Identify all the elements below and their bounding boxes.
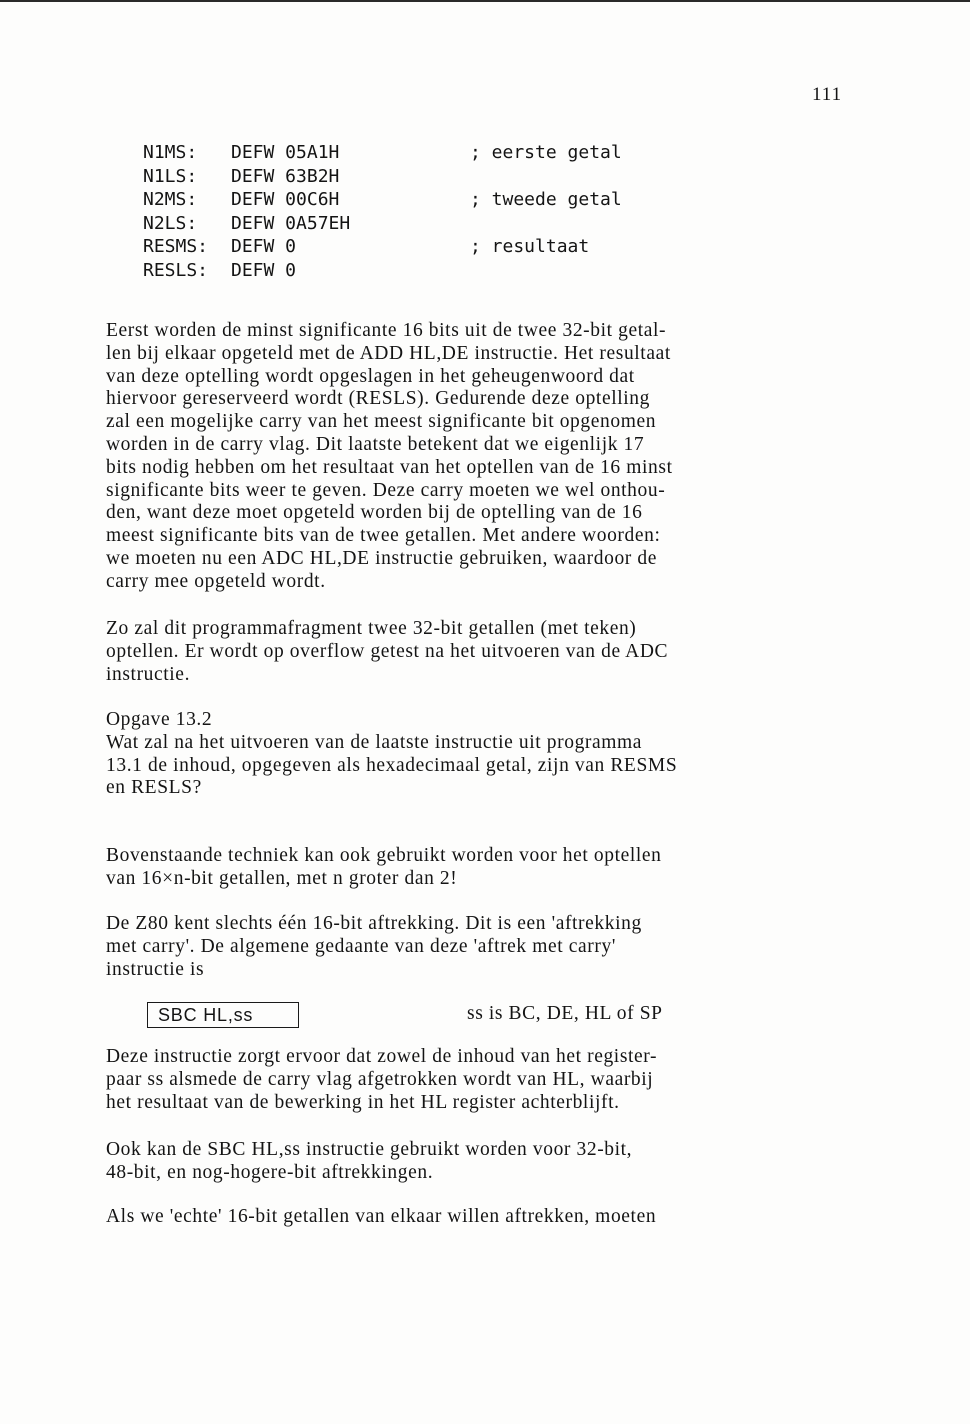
paragraph-technique (106, 845, 846, 891)
instruction-operand-note: ss is BC, DE, HL of SP (467, 1003, 663, 1024)
text-line: hiervoor gereserveerd wordt (RESLS). Gedurende deze optelling (106, 388, 650, 410)
text-line: significante bits weer te geven. Deze carry moeten we wel onthou- (106, 479, 666, 501)
text-line: Deze instructie zorgt ervoor dat zowel de inhoud van het register- (106, 1046, 658, 1067)
text-line: van deze optelling wordt opgeslagen in het geheugenwoord dat (106, 365, 635, 387)
code-listing (143, 141, 622, 283)
exercise-13-2 (106, 709, 846, 800)
text-line: het resultaat van de bewerking in het HL register achterblijft. (106, 1091, 620, 1113)
code-instruction: DEFW 63B2H (231, 165, 340, 187)
text-line: instructie. (106, 663, 191, 685)
code-label: N1MS: (143, 142, 198, 163)
page-number: 111 (812, 84, 843, 105)
text-line: instructie is (106, 958, 205, 980)
text-line: den, want deze moet opgeteld worden bij de optelling van de 16 (106, 502, 643, 524)
text-line: Eerst worden de minst significante 16 bits uit de twee 32-bit getal- (106, 320, 667, 341)
text-line: zal een mogelijke carry van het meest significante bit opgenomen (106, 411, 657, 433)
text-line: optellen. Er wordt op overflow getest na het uitvoeren van de ADC (106, 640, 669, 662)
code-comment: ; resultaat (470, 236, 590, 258)
text-line: en RESLS? (106, 777, 202, 799)
code-instruction: DEFW 05A1H (231, 142, 340, 163)
text-line: De Z80 kent slechts één 16-bit aftrekking. Dit is een 'aftrekking (106, 913, 642, 934)
text-line: Bovenstaande techniek kan ook gebruikt worden voor het optellen (106, 845, 662, 866)
paragraph-multibit (106, 1139, 846, 1185)
paragraph-sbc-explanation (106, 1046, 846, 1114)
text-line: paar ss alsmede de carry vlag afgetrokken wordt van HL, waarbij (106, 1068, 654, 1090)
code-label: N2LS: (143, 212, 198, 234)
code-line (143, 188, 622, 212)
code-line (143, 165, 340, 189)
text-line: 13.1 de inhoud, opgegeven als hexadecimaal getal, zijn van RESMS (106, 754, 678, 776)
code-label: RESLS: (143, 259, 209, 281)
code-line (143, 235, 590, 259)
text-line: 48-bit, en nog-hogere-bit aftrekkingen. (106, 1161, 434, 1183)
paragraph-overflow (106, 618, 846, 686)
text-line: bits nodig hebben om het resultaat van het optellen van de 16 minst (106, 456, 673, 478)
top-rule (0, 0, 970, 2)
text-line: Als we 'echte' 16-bit getallen van elkaar willen aftrekken, moeten (106, 1206, 657, 1227)
code-label: N1LS: (143, 165, 198, 187)
text-line: Zo zal dit programmafragment twee 32-bit getallen (met teken) (106, 618, 637, 639)
paragraph-real-subtraction (106, 1206, 846, 1229)
instruction-box: SBC HL,ss (147, 1002, 299, 1028)
text-line: worden in de carry vlag. Dit laatste betekent dat we eigenlijk 17 (106, 433, 645, 455)
code-instruction: DEFW 0A57EH (231, 212, 351, 234)
text-line: carry mee opgeteld wordt. (106, 570, 326, 592)
code-line (143, 259, 297, 283)
code-line (143, 212, 351, 236)
text-line: we moeten nu een ADC HL,DE instructie gebruiken, waardoor de (106, 547, 657, 569)
paragraph-add-explanation (106, 320, 846, 594)
text-line: meest significante bits van de twee getallen. Met andere woorden: (106, 525, 661, 547)
text-line: len bij elkaar opgeteld met de ADD HL,DE instructie. Het resultaat (106, 342, 671, 364)
text-line: Wat zal na het uitvoeren van de laatste instructie uit programma (106, 731, 643, 753)
code-comment: ; tweede getal (470, 189, 622, 211)
code-label: RESMS: (143, 236, 209, 258)
code-instruction: DEFW 00C6H (231, 189, 340, 211)
code-instruction: DEFW 0 (231, 259, 297, 281)
code-label: N2MS: (143, 189, 198, 211)
exercise-heading: Opgave 13.2 (106, 709, 213, 730)
paragraph-subtraction (106, 913, 846, 981)
text-line: van 16×n-bit getallen, met n groter dan 2! (106, 867, 458, 889)
text-line: Ook kan de SBC HL,ss instructie gebruikt worden voor 32-bit, (106, 1139, 633, 1160)
code-instruction: DEFW 0 (231, 236, 297, 258)
text-line: met carry'. De algemene gedaante van deze 'aftrek met carry' (106, 935, 616, 957)
code-line (143, 141, 622, 165)
code-comment: ; eerste getal (470, 142, 622, 163)
